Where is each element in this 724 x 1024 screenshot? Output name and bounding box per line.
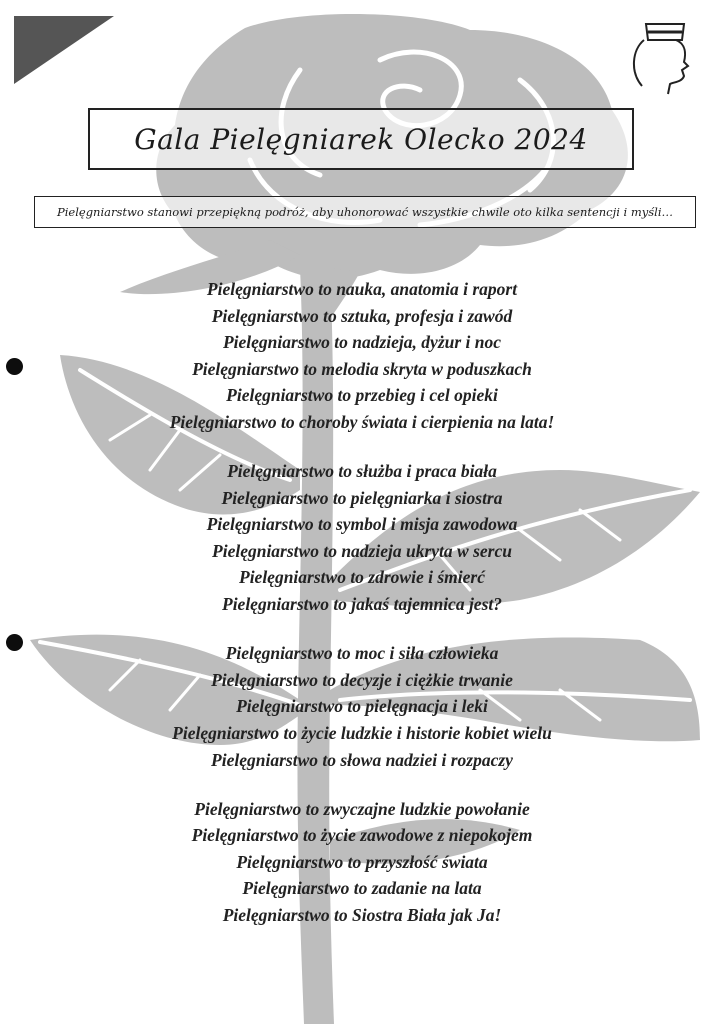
poem-line: Pielęgniarstwo to nadzieja ukryta w sercu	[212, 540, 512, 561]
poem-line: Pielęgniarstwo to pielęgnacja i leki	[236, 696, 488, 717]
poem-line: Pielęgniarstwo to życie zawodowe z niepokojem	[191, 825, 533, 846]
poem-line: Pielęgniarstwo to przebieg i cel opieki	[226, 385, 498, 406]
poem-line: Pielęgniarstwo to Siostra Biała jak Ja!	[222, 904, 502, 925]
poem-line: Pielęgniarstwo to sztuka, profesja i zawód	[211, 305, 513, 326]
poem-stanza-4	[0, 796, 724, 929]
poem-line: Pielęgniarstwo to nadzieja, dyżur i noc	[222, 332, 502, 353]
poem-line: Pielęgniarstwo to pielęgniarka i siostra	[221, 487, 503, 508]
poem-line: Pielęgniarstwo to życie ludzkie i historie kobiet wielu	[172, 722, 552, 743]
page-title: Gala Pielęgniarek Olecko 2024	[134, 122, 588, 156]
poem-line: Pielęgniarstwo to służba i praca biała	[227, 461, 497, 482]
poem	[0, 276, 724, 951]
poem-line: Pielęgniarstwo to zwyczajne ludzkie powołanie	[194, 798, 530, 819]
punch-hole-icon	[6, 358, 23, 375]
subtitle-box	[34, 196, 696, 228]
poem-stanza-1	[0, 276, 724, 436]
poem-stanza-3	[0, 640, 724, 773]
poem-line: Pielęgniarstwo to zadanie na lata	[242, 878, 482, 899]
poem-line: Pielęgniarstwo to melodia skryta w poduszkach	[192, 358, 532, 379]
poem-line: Pielęgniarstwo to nauka, anatomia i raport	[206, 279, 518, 299]
title-box	[88, 108, 634, 170]
poem-line: Pielęgniarstwo to przyszłość świata	[236, 851, 488, 872]
corner-triangle-icon	[14, 16, 114, 84]
poem-line: Pielęgniarstwo to decyzje i ciężkie trwanie	[211, 669, 513, 690]
page-subtitle: Pielęgniarstwo stanowi przepiękną podróż, aby uhonorować wszystkie chwile oto kilka sentencji i myśli…	[56, 205, 674, 219]
poem-line: Pielęgniarstwo to choroby świata i cierpienia na lata!	[169, 411, 555, 432]
poem-line: Pielęgniarstwo to moc i siła człowieka	[225, 643, 499, 664]
poem-line: Pielęgniarstwo to słowa nadziei i rozpaczy	[211, 749, 513, 770]
nurse-cap-profile-icon	[624, 10, 698, 96]
punch-hole-icon	[6, 634, 23, 651]
poem-stanza-2	[0, 458, 724, 618]
poem-line: Pielęgniarstwo to jakaś tajemnica jest?	[222, 594, 502, 615]
poem-line: Pielęgniarstwo to symbol i misja zawodowa	[206, 514, 518, 535]
poem-line: Pielęgniarstwo to zdrowie i śmierć	[239, 567, 485, 588]
